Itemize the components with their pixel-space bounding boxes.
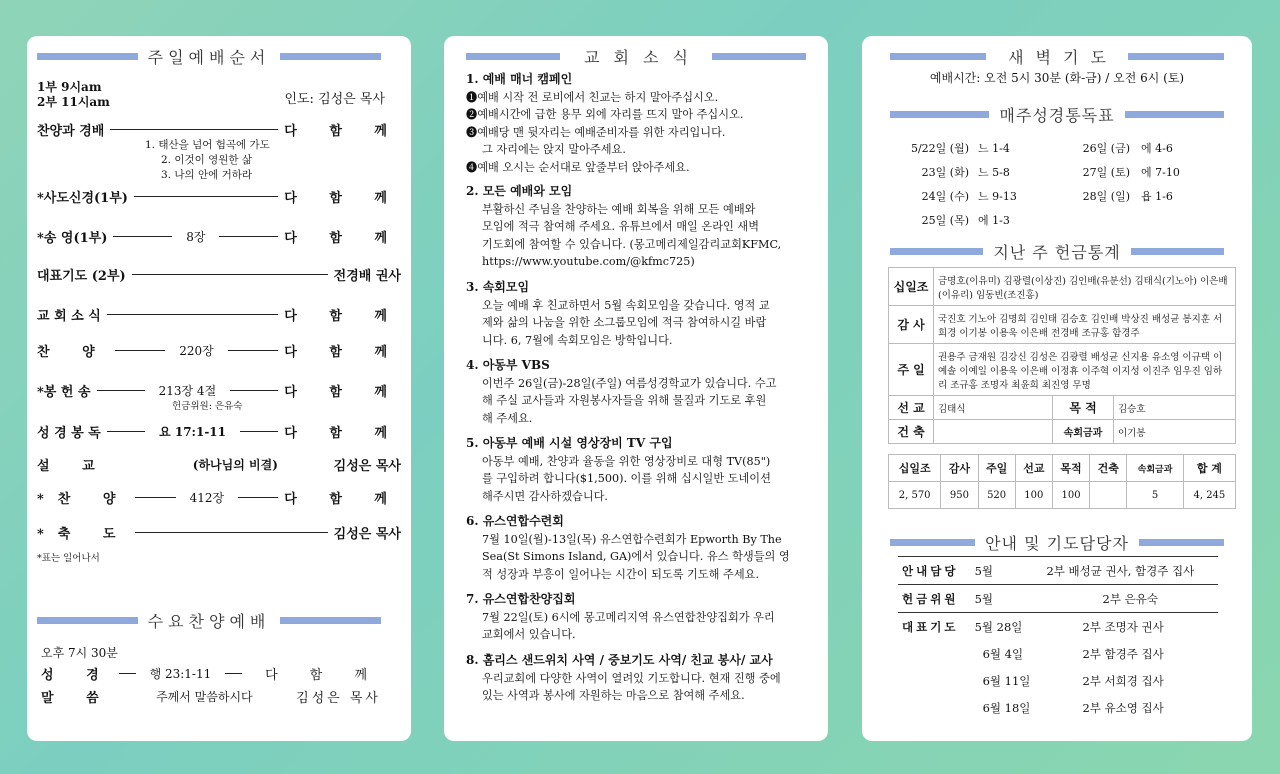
- order-label: *사도신경(1부): [37, 191, 128, 206]
- order-row: [37, 305, 401, 324]
- news-line: 이번주 26일(금)-28일(주일) 여름성경학교가 있습니다. 수고: [482, 376, 777, 390]
- duty-date: 5월: [974, 563, 994, 578]
- order-row: [37, 187, 401, 206]
- totals-value: [1090, 482, 1127, 509]
- dash-line: [230, 390, 278, 391]
- order-label: 교 회 소 식: [37, 309, 101, 324]
- news-heading: 3. 속회모임: [466, 280, 530, 294]
- dash-line: [225, 673, 242, 674]
- sokhoe-names: 이기봉: [1114, 420, 1236, 444]
- dash-line: [228, 350, 279, 351]
- totals-head-row: [889, 455, 1236, 482]
- reading-date: 27일 (토): [1082, 166, 1130, 179]
- order-mid: (하나님의 비결): [192, 458, 278, 472]
- dash-line: [119, 673, 136, 674]
- building-label: 건 축: [889, 420, 934, 444]
- order-right: 다 함 께: [284, 345, 402, 360]
- totals-value: 950: [941, 482, 978, 509]
- duty-row: [898, 667, 1218, 694]
- praise-notes: [145, 138, 270, 183]
- news-line: 적 성장과 부흥이 일어나는 시간이 되도록 기도해 주세요.: [482, 567, 760, 581]
- header-bar-right: [1125, 111, 1224, 118]
- news-item: [466, 357, 812, 427]
- totals-value-row: [889, 482, 1236, 509]
- header-bar-right: [1128, 53, 1224, 60]
- duty-table: [898, 556, 1218, 721]
- service1-time: 1부 9시am: [37, 80, 102, 94]
- dash-line: [107, 314, 278, 315]
- totals-head: 주일: [978, 455, 1015, 482]
- dash-line: [135, 497, 175, 498]
- order-mid: 213장 4절: [158, 384, 217, 398]
- order-row: [37, 488, 401, 507]
- purpose-names: 김승호: [1114, 396, 1236, 420]
- news-heading: 6. 유스연합수련회: [466, 514, 564, 528]
- news-line: 그 자리에는 앉지 말아주세요.: [482, 143, 626, 156]
- dash-line: [219, 236, 278, 237]
- news-heading: 2. 모든 예배와 모임: [466, 184, 573, 198]
- duty-person: 2부 서희경 집사: [1082, 673, 1164, 688]
- tithe-label: 십일조: [889, 268, 934, 306]
- news-item: [466, 183, 812, 271]
- reading-row: [900, 208, 1181, 232]
- news-heading: 4. 아동부 VBS: [466, 358, 550, 372]
- news-line: 기도회에 참여할 수 있습니다. (몽고메리제일감리교회KFMC,: [482, 237, 782, 251]
- order-label: *찬 양: [37, 492, 130, 507]
- duty-row: [898, 585, 1218, 613]
- praise-note: 3. 나의 안에 거하라: [161, 169, 253, 181]
- duty-date: 6월 11일: [982, 673, 1031, 688]
- order-right: 다 함 께: [284, 124, 401, 139]
- reading-passage: 에 7-10: [1141, 166, 1180, 179]
- totals-value: 4, 245: [1183, 482, 1235, 509]
- reading-date: 28일 (일): [1082, 190, 1130, 203]
- news-item: [466, 435, 812, 505]
- news-line: ❶예배 시작 전 로비에서 친교는 하지 말아주십시오.: [466, 90, 719, 104]
- header-bar-left: [890, 111, 989, 118]
- news-line: 니다. 6, 7월에 속회모임은 방학입니다.: [482, 333, 673, 347]
- header-bar-right: [1139, 539, 1224, 546]
- sokhoe-label: 속회금과: [1053, 420, 1114, 444]
- duty-date: 6월 4일: [982, 646, 1024, 661]
- news-heading: 1. 예배 매너 캠페인: [466, 72, 573, 86]
- reading-row: [900, 160, 1181, 184]
- news-item: [466, 652, 812, 705]
- news-heading: 8. 홈리스 샌드위치 사역 / 중보기도 사역/ 친교 봉사/ 교사: [466, 653, 773, 667]
- order-mid: 요 17:1-11: [159, 425, 227, 439]
- section-header: [890, 44, 1224, 68]
- header-bar-right: [712, 53, 806, 60]
- church-news-title: 교회소식: [584, 47, 702, 67]
- dash-line: [240, 431, 278, 432]
- wed-row: [41, 687, 381, 706]
- duty-person: 2부 배성균 권사, 함경주 집사: [1046, 563, 1195, 578]
- duty-role: 안내담당: [902, 563, 959, 578]
- reading-date: 5/22일 (월): [910, 142, 969, 155]
- news-line: 아동부 예배, 찬양과 율동을 위한 영상장비로 대형 TV(85"): [482, 454, 771, 468]
- worship-order-title: 주일예배순서: [147, 47, 271, 67]
- news-line: 제와 삶의 나눔을 위한 소그룹모임에 적극 참여하시길 바랍: [482, 316, 767, 329]
- news-line: 부활하신 주님을 찬양하는 예배 회복을 위해 모든 예배와: [482, 202, 756, 216]
- order-label: 성 경 봉 독: [37, 426, 101, 441]
- header-bar-left: [890, 53, 986, 60]
- order-label: *봉 헌 송: [37, 385, 91, 400]
- order-label: 대표기도 (2부): [37, 269, 126, 284]
- dash-line: [97, 390, 145, 391]
- service2-time: 2부 11시am: [37, 95, 110, 109]
- header-bar-right: [280, 53, 381, 60]
- news-line: 7월 22일(토) 6시에 몽고메리지역 유스연합찬양집회가 우리: [482, 610, 775, 624]
- thanks-label: 감 사: [889, 306, 934, 344]
- totals-head: 건축: [1090, 455, 1127, 482]
- offering-stats-title: 지난 주 헌금통계: [993, 242, 1121, 262]
- reading-passage: 느 9-13: [978, 190, 1017, 203]
- totals-value: 520: [978, 482, 1015, 509]
- news-line: 있는 사역과 봉사에 자원하는 마음으로 참여해 주세요.: [482, 689, 745, 702]
- standing-note: *표는 일어나서: [37, 553, 100, 564]
- totals-head: 선교: [1015, 455, 1052, 482]
- sunday-names: 권용주 금재원 김강신 김성은 김광렬 배성균 신지용 유소영 이규택 이예솔 이예일 이용욱 이은배 이정휴 이주혁 이지성 이진주 임우진 임하리 조규홍 조명자 최윤희 최진영 무명: [934, 344, 1236, 396]
- duty-person: 2부 유소영 집사: [1082, 700, 1164, 715]
- totals-head: 속회금과: [1127, 455, 1183, 482]
- news-line: https://www.youtube.com/@kfmc725): [482, 255, 695, 268]
- wed-mid: 행 23:1-11: [149, 667, 212, 681]
- duty-person: 2부 함경주 집사: [1082, 646, 1164, 661]
- duty-date: 5월: [974, 591, 994, 606]
- totals-value: 100: [1015, 482, 1052, 509]
- service-times: [37, 80, 110, 110]
- news-line: 해 주세요.: [482, 411, 533, 425]
- order-row: [37, 455, 401, 474]
- dawn-prayer-time: 예배시간: 오전 5시 30분 (화-금) / 오전 6시 (토): [929, 71, 1185, 85]
- bible-reading-title: 매주성경통독표: [999, 105, 1115, 125]
- praise-note: 2. 이것이 영원한 삶: [161, 154, 253, 166]
- dash-line: [115, 350, 166, 351]
- order-right: 다 함 께: [284, 231, 402, 246]
- duty-person: 2부 조명자 권사: [1082, 619, 1164, 634]
- wednesday-time: 오후 7시 30분: [41, 646, 118, 660]
- section-header: [466, 44, 806, 68]
- leader: 인도: 김성은 목사: [284, 92, 385, 107]
- totals-head: 십일조: [889, 455, 941, 482]
- worship-order-panel: [27, 36, 411, 741]
- news-line: ❷예배시간에 급한 용무 외에 자리를 뜨지 말아 주십시오.: [466, 108, 744, 121]
- order-right: 다 함 께: [284, 191, 401, 206]
- dash-line: [134, 196, 278, 197]
- news-line: ❸예배당 맨 뒷자리는 예배준비자를 위한 자리입니다.: [466, 125, 726, 139]
- news-line: 7월 10일(월)-13일(목) 유스연합수련회가 Epworth By The: [482, 532, 782, 546]
- order-mid: 412장: [189, 491, 225, 505]
- duty-role: 대표기도: [902, 619, 959, 634]
- order-right: 김성은 목사: [333, 527, 401, 542]
- section-header: [890, 102, 1224, 126]
- news-line: 해 주실 교사들과 자원봉사자들을 위해 물질과 기도로 후원: [482, 394, 767, 407]
- reading-date: 26일 (금): [1082, 142, 1130, 155]
- duty-date: 5월 28일: [974, 619, 1023, 634]
- offering-totals-table: [888, 454, 1236, 509]
- order-row: [37, 422, 401, 441]
- reading-row: [900, 184, 1181, 208]
- reading-passage: 느 5-8: [978, 166, 1010, 179]
- mission-label: 선 교: [889, 396, 934, 420]
- header-bar-right: [1131, 248, 1224, 255]
- info-panel: [862, 36, 1252, 741]
- order-label: 찬 양: [37, 345, 109, 360]
- wed-label: 성 경: [41, 668, 113, 683]
- reading-passage: 에 1-3: [978, 214, 1010, 227]
- news-line: ❹예배 오시는 순서대로 앞줄부터 앉아주세요.: [466, 160, 690, 174]
- header-bar-right: [280, 617, 381, 624]
- duty-row: [898, 557, 1218, 585]
- reading-date: 25일 (목): [921, 214, 969, 227]
- duty-title: 안내 및 기도담당자: [985, 533, 1129, 553]
- order-right: 전경배 권사: [333, 269, 401, 284]
- section-header: [37, 608, 381, 632]
- sunday-label: 주 일: [889, 344, 934, 396]
- news-line: 우리교회에 다양한 사역이 열려있 기도합니다. 현재 진행 중에: [482, 671, 781, 685]
- order-row: [37, 523, 401, 542]
- news-heading: 7. 유스연합찬양집회: [466, 592, 576, 606]
- news-line: 오늘 예배 후 친교하면서 5월 속회모임을 갖습니다. 영적 교: [482, 298, 770, 312]
- reading-date: 23일 (화): [921, 166, 969, 179]
- header-bar-left: [466, 53, 560, 60]
- wed-right: 김성은 목사: [296, 691, 381, 706]
- reading-table: [900, 136, 1181, 232]
- reading-passage: 욥 1-6: [1141, 190, 1173, 203]
- news-heading: 5. 아동부 예배 시설 영상장비 TV 구입: [466, 436, 673, 450]
- section-header: [890, 239, 1224, 263]
- section-header: [37, 44, 381, 68]
- order-right: 김성은 목사: [333, 459, 401, 474]
- section-header: [890, 530, 1224, 554]
- totals-value: 100: [1052, 482, 1089, 509]
- news-line: 해주시면 감사하겠습니다.: [482, 489, 608, 503]
- news-line: Sea(St Simons Island, GA)에서 있습니다. 유스 학생들의 영: [482, 550, 790, 563]
- wed-right: 다 함 께: [265, 668, 382, 683]
- duty-role: 헌금위원: [902, 591, 959, 606]
- order-mid: 8장: [186, 230, 206, 244]
- totals-head: 합 계: [1183, 455, 1235, 482]
- reading-row: [900, 136, 1181, 160]
- header-bar-left: [890, 539, 975, 546]
- order-label: *송 영(1부): [37, 231, 108, 246]
- header-bar-left: [890, 248, 983, 255]
- offering-team: 헌금위원: 은유숙: [172, 401, 243, 412]
- totals-head: 목적: [1052, 455, 1089, 482]
- duty-date: 6월 18일: [982, 700, 1031, 715]
- order-label: 찬양과 경배: [37, 124, 105, 139]
- order-row: [37, 265, 401, 284]
- duty-row: [898, 613, 1218, 641]
- duty-row: [898, 694, 1218, 721]
- totals-value: 5: [1127, 482, 1183, 509]
- dash-line: [107, 431, 145, 432]
- purpose-label: 목 적: [1053, 396, 1114, 420]
- order-row: [37, 120, 401, 139]
- news-line: 를 구입하려 합니다($1,500). 이를 위해 십시일반 도네이션: [482, 472, 771, 485]
- dash-line: [113, 236, 172, 237]
- order-mid: 220장: [179, 344, 214, 358]
- tithe-names: 금명호(이유미) 김광렬(이상진) 김인배(유분선) 김태식(기노아) 이은배(이유리) 임동빈(조진홍): [934, 268, 1236, 306]
- totals-value: 2, 570: [889, 482, 941, 509]
- duty-row: [898, 640, 1218, 667]
- wed-label: 말 씀: [41, 691, 113, 706]
- news-item: [466, 71, 812, 176]
- header-bar-left: [37, 53, 138, 60]
- dawn-prayer-title: 새벽기도: [1008, 47, 1118, 67]
- duty-person: 2부 은유숙: [1102, 591, 1158, 606]
- mission-names: 김태식: [934, 396, 1053, 420]
- dash-line: [238, 497, 278, 498]
- news-line: 교회에서 있습니다.: [482, 628, 576, 641]
- dash-line: [132, 274, 328, 275]
- order-label: *축 도: [37, 527, 130, 542]
- order-right: 다 함 께: [284, 492, 401, 507]
- order-label: 설 교: [37, 459, 109, 474]
- reading-passage: 에 4-6: [1141, 142, 1173, 155]
- order-right: 다 함 께: [284, 426, 402, 441]
- wed-mid: 주께서 말씀하시다: [156, 690, 253, 704]
- order-right: 다 함 께: [284, 309, 401, 324]
- wednesday-title: 수요찬양예배: [147, 611, 271, 631]
- totals-head: 감사: [941, 455, 978, 482]
- offering-table: [888, 267, 1236, 444]
- order-row: [37, 227, 401, 246]
- reading-passage: 느 1-4: [978, 142, 1010, 155]
- dash-line: [110, 129, 278, 130]
- praise-note: 1. 태산을 넘어 험곡에 가도: [145, 139, 270, 151]
- wed-row: [41, 664, 381, 683]
- church-news-panel: [444, 36, 828, 741]
- news-line: 모임에 적극 참여해 주세요. 유튜브에서 매일 온라인 새벽: [482, 220, 760, 233]
- news-item: [466, 279, 812, 349]
- news-item: [466, 591, 812, 644]
- dash-line: [135, 532, 327, 533]
- news-item: [466, 513, 812, 583]
- reading-date: 24일 (수): [921, 190, 969, 203]
- thanks-names: 국진호 기노아 김명희 김인태 김승호 김인배 박상진 배성균 봉지훈 서희경 이기봉 이용욱 이은배 전경배 조규홍 함경주: [934, 306, 1236, 344]
- order-right: 다 함 께: [284, 385, 401, 400]
- header-bar-left: [37, 617, 138, 624]
- order-row: [37, 341, 401, 360]
